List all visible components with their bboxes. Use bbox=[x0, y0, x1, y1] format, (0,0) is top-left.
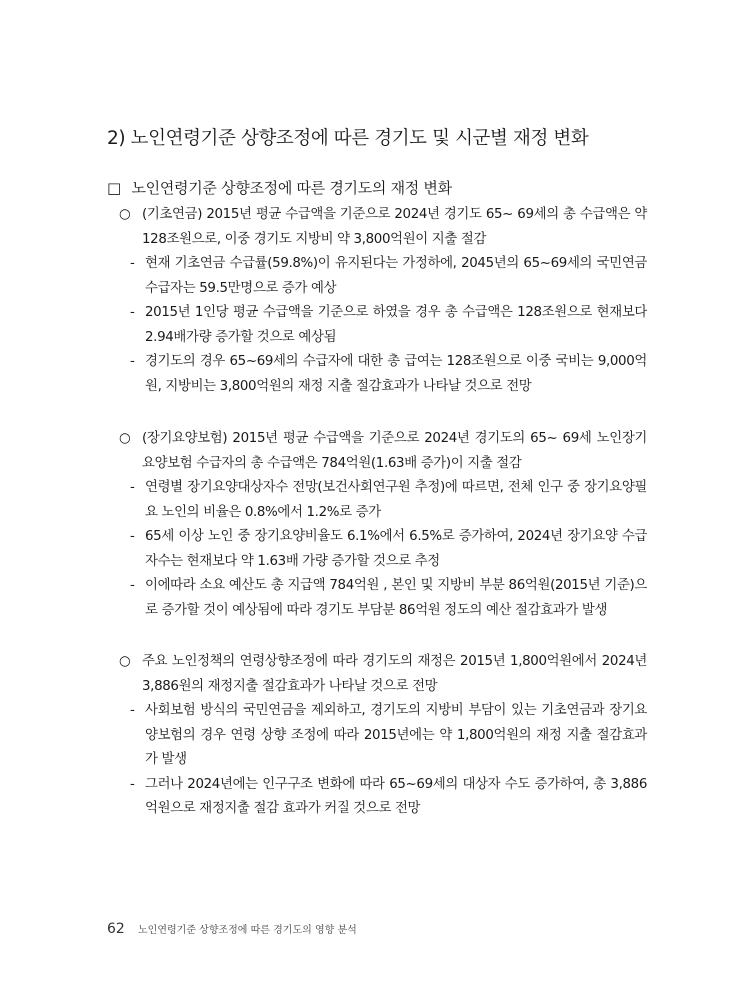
dash-item bbox=[107, 574, 647, 623]
dash-item bbox=[107, 252, 647, 301]
dash-text: 2015년 1인당 평균 수급액을 기준으로 하였을 경우 총 수급액은 128조원으로 현재보다 2.94배가량 증가할 것으로 예상됨 bbox=[145, 305, 647, 345]
dash-marker: - bbox=[130, 256, 135, 271]
bullet-text: (장기요양보험) 2015년 평균 수급액을 기준으로 2024년 경기도의 65~ 69세 노인장기요양보험 수급자의 총 수급액은 784억원(1.63배 증가)이 지출 절감 bbox=[142, 431, 647, 471]
dash-text: 사회보험 방식의 국민연금을 제외하고, 경기도의 지방비 부담이 있는 기초연금과 장기요양보험의 경우 연령 상향 조정에 따라 2015년에는 약 1,800억원의 재정 지출 절감효과가 발생 bbox=[145, 703, 647, 767]
dash-item bbox=[107, 525, 647, 574]
dash-marker: - bbox=[130, 529, 135, 544]
subsection-heading bbox=[107, 177, 452, 198]
dash-item bbox=[107, 350, 647, 399]
running-footer-title: 노인연령기준 상향조정에 따른 경기도의 영향 분석 bbox=[138, 925, 357, 936]
dash-item bbox=[107, 699, 647, 773]
dash-item bbox=[107, 773, 647, 822]
dash-text: 경기도의 경우 65~69세의 수급자에 대한 총 급여는 128조원으로 이중 국비는 9,000억원, 지방비는 3,800억원의 재정 지출 절감효과가 나타날 것으로 전망 bbox=[145, 354, 647, 394]
dash-text: 이에따라 소요 예산도 총 지급액 784억원 , 본인 및 지방비 부분 86억원(2015년 기준)으로 증가할 것이 예상됨에 따라 경기도 부담분 86억원 정도의 예산 절감효과가 발생 bbox=[145, 578, 647, 618]
circle-bullet-item bbox=[107, 203, 647, 252]
dash-item bbox=[107, 476, 647, 525]
dash-marker: - bbox=[130, 703, 135, 718]
dash-marker: - bbox=[130, 354, 135, 369]
page-footer bbox=[107, 921, 357, 937]
circle-bullet-item bbox=[107, 650, 647, 699]
circle-bullet-item bbox=[107, 427, 647, 476]
dash-marker: - bbox=[130, 480, 135, 495]
dash-item bbox=[107, 301, 647, 350]
section-title: 2) 노인연령기준 상향조정에 따른 경기도 및 시군별 재정 변화 bbox=[107, 128, 589, 149]
bullet-text: 주요 노인정책의 연령상향조정에 따라 경기도의 재정은 2015년 1,800억원에서 2024년 3,886원의 재정지출 절감효과가 나타날 것으로 전망 bbox=[142, 654, 647, 694]
dash-text: 65세 이상 노인 중 장기요양비율도 6.1%에서 6.5%로 증가하여, 2024년 장기요양 수급자수는 현재보다 약 1.63배 가량 증가할 것으로 추정 bbox=[145, 529, 647, 569]
dash-text: 연령별 장기요양대상자수 전망(보건사회연구원 추정)에 따르면, 전체 인구 중 장기요양필요 노인의 비율은 0.8%에서 1.2%로 증가 bbox=[145, 480, 647, 520]
dash-marker: - bbox=[130, 578, 135, 593]
content-group-long-term-care bbox=[107, 427, 647, 623]
dash-marker: - bbox=[130, 305, 135, 320]
page-number: 62 bbox=[107, 921, 125, 937]
bullet-text: (기초연금) 2015년 평균 수급액을 기준으로 2024년 경기도 65~ 69세의 총 수급액은 약 128조원으로, 이중 경기도 지방비 약 3,800억원이 지출 절감 bbox=[142, 207, 647, 247]
circle-bullet-icon: ○ bbox=[119, 654, 131, 669]
content-group-basic-pension bbox=[107, 203, 647, 399]
subsection-title: 노인연령기준 상향조정에 따른 경기도의 재정 변화 bbox=[131, 179, 452, 197]
dash-text: 그러나 2024년에는 인구구조 변화에 따라 65~69세의 대상자 수도 증가하여, 총 3,886억원으로 재정지출 절감 효과가 커질 것으로 전망 bbox=[145, 776, 647, 816]
dash-marker: - bbox=[130, 776, 135, 792]
content-group-policy-summary bbox=[107, 650, 647, 822]
circle-bullet-icon: ○ bbox=[119, 207, 131, 222]
dash-text: 현재 기초연금 수급률(59.8%)이 유지된다는 가정하에, 2045년의 65~69세의 국민연금 수급자는 59.5만명으로 증가 예상 bbox=[145, 256, 647, 296]
circle-bullet-icon: ○ bbox=[119, 431, 131, 446]
checkbox-square-icon: □ bbox=[107, 179, 121, 197]
